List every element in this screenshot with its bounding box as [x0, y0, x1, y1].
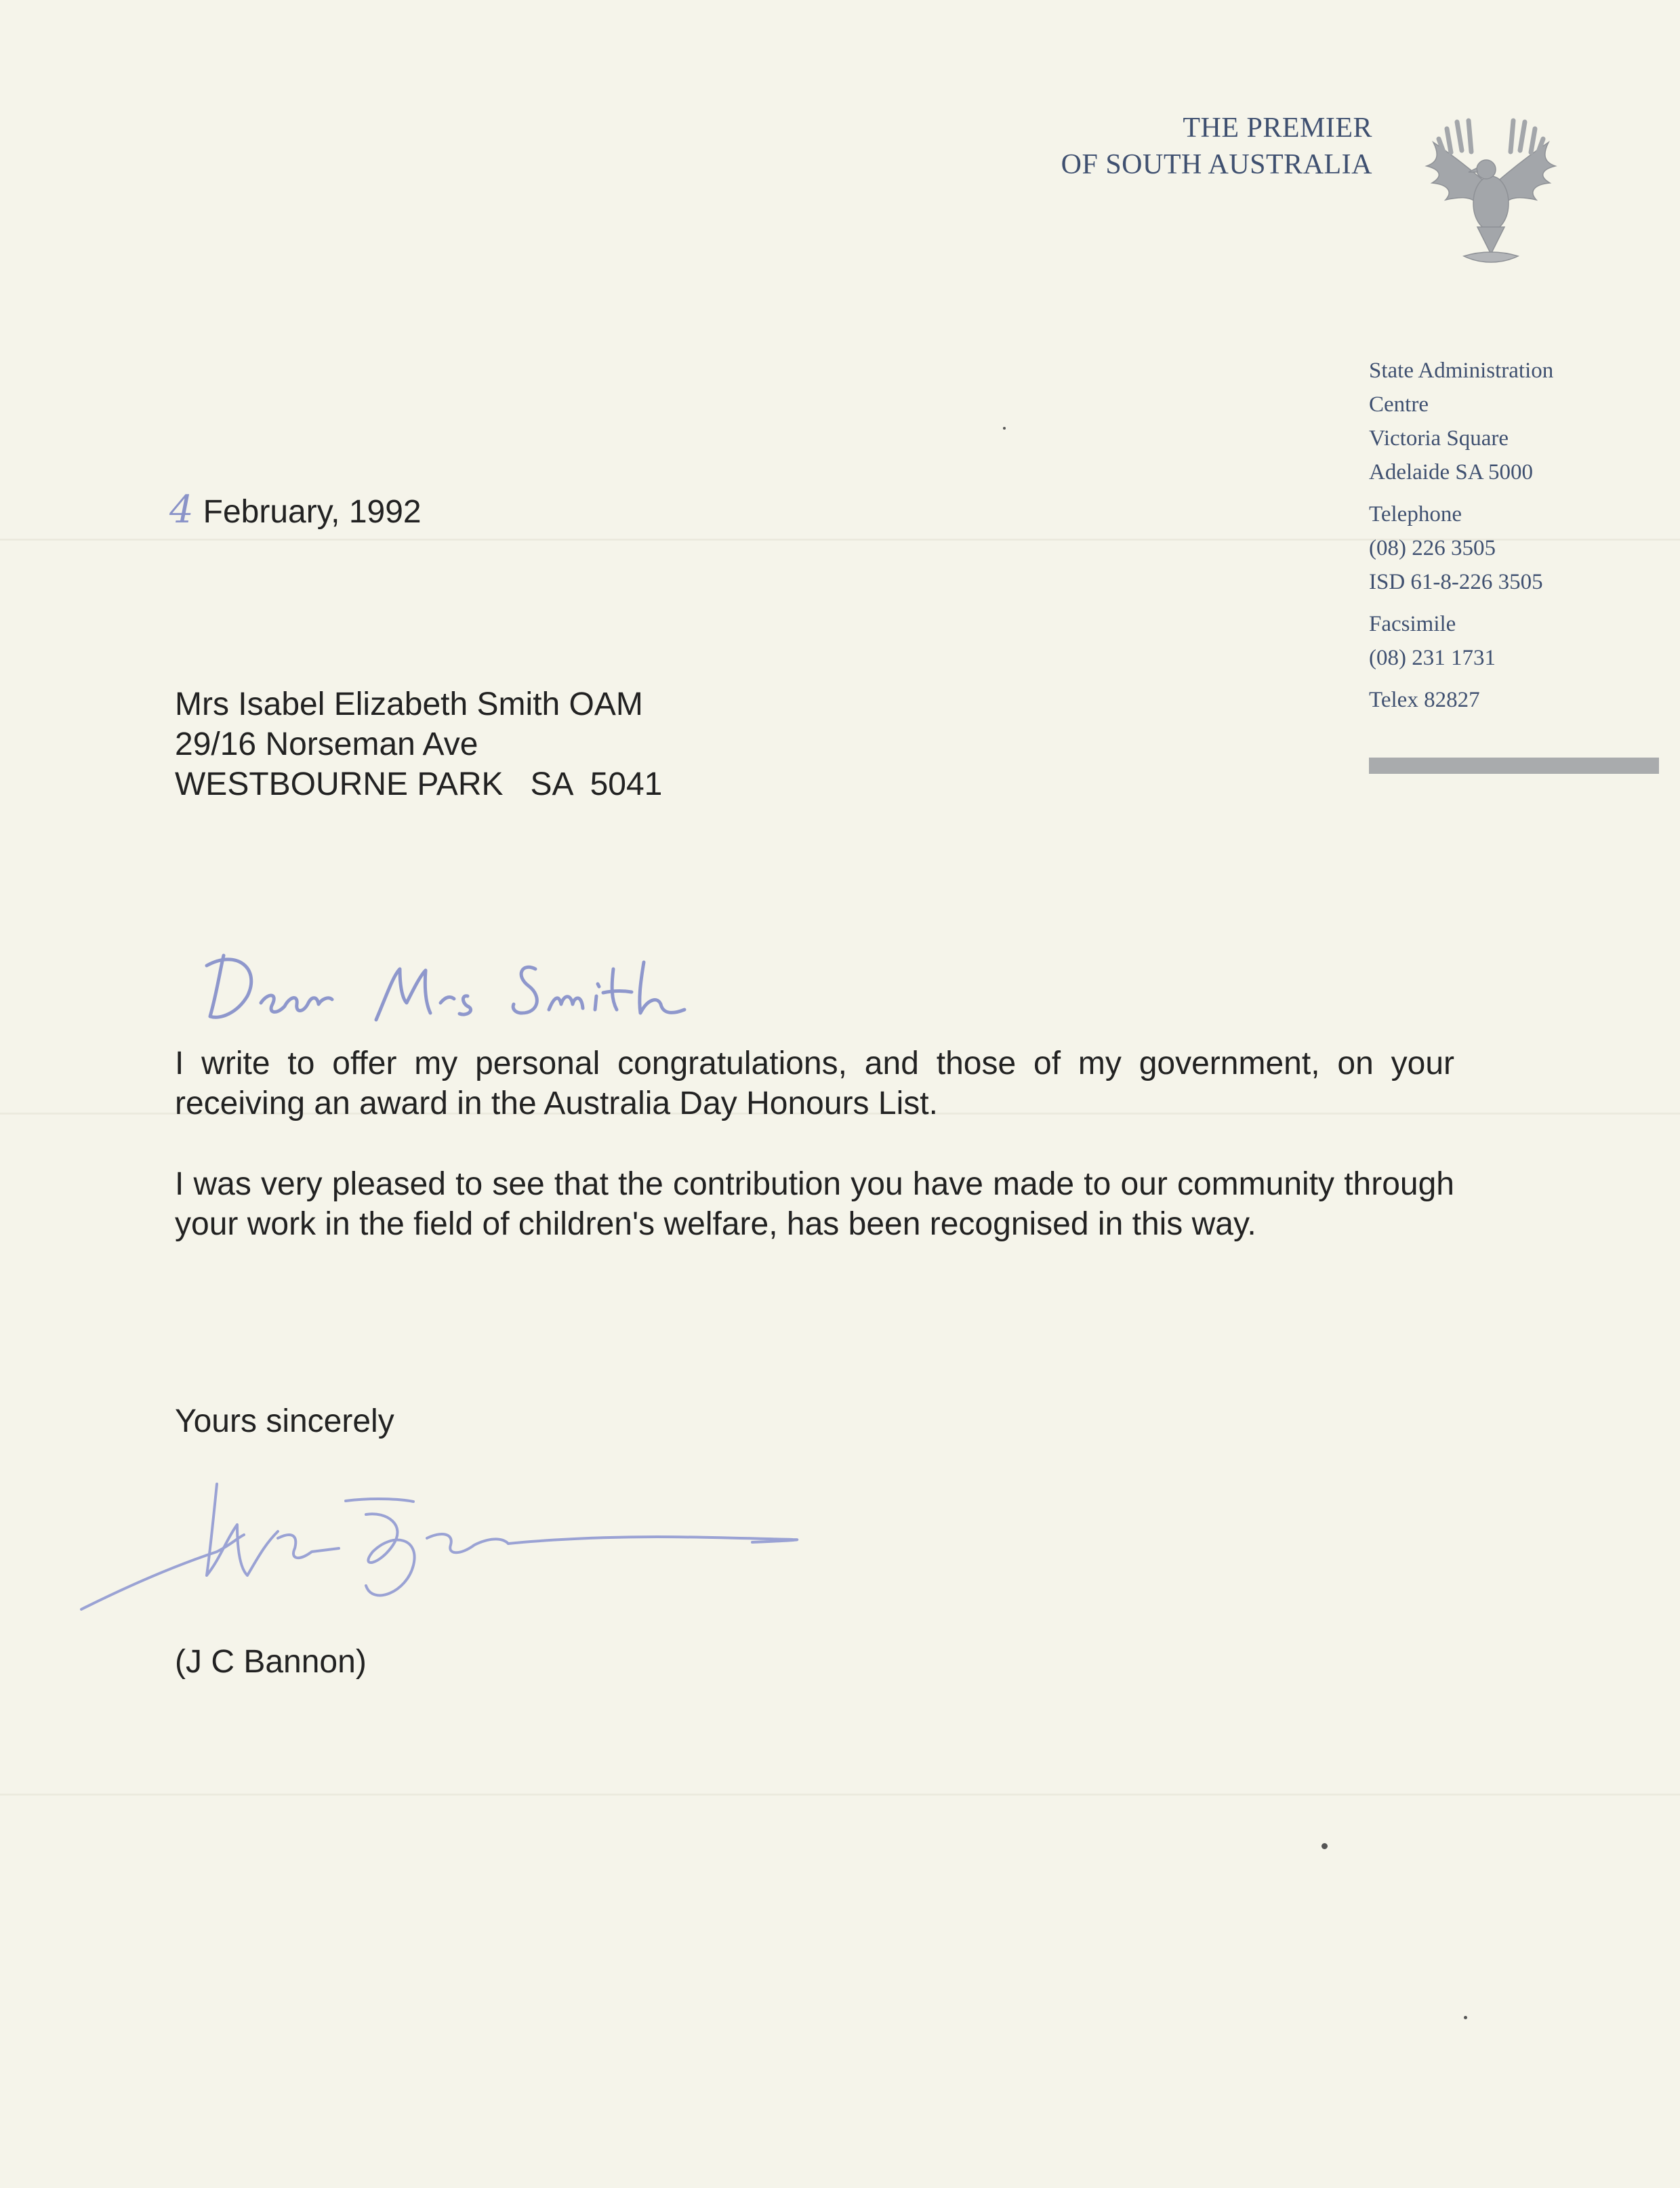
paper-speck [1322, 1843, 1328, 1849]
facsimile-label: Facsimile [1369, 612, 1456, 636]
date-month-year: February, 1992 [203, 494, 422, 530]
office-address-block [1369, 354, 1654, 725]
telephone-label: Telephone [1369, 502, 1462, 527]
letter-date [169, 488, 422, 532]
piping-shrike-emblem-icon [1406, 102, 1576, 271]
telephone-number: (08) 226 3505 [1369, 536, 1496, 560]
facsimile-number: (08) 231 1731 [1369, 646, 1496, 670]
paper-speck [1464, 2016, 1467, 2019]
letterhead-title-line: OF SOUTH AUSTRALIA [1061, 149, 1372, 180]
address-line: Centre [1369, 392, 1429, 417]
signer-name: (J C Bannon) [175, 1644, 367, 1680]
paper-speck [1003, 427, 1006, 430]
recipient-suburb: WESTBOURNE PARK SA 5041 [175, 766, 663, 802]
recipient-name: Mrs Isabel Elizabeth Smith OAM [175, 686, 643, 722]
isd-number: ISD 61-8-226 3505 [1369, 570, 1543, 594]
letter-paragraph-1: I write to offer my personal congratulations, and those of my government, on your receiving an award in the Australia Day Honours List. [175, 1046, 1454, 1121]
letterhead-title [949, 110, 1372, 183]
address-line: Adelaide SA 5000 [1369, 460, 1533, 484]
letterhead-rule [1369, 758, 1659, 774]
handwritten-day: 4 [169, 488, 194, 532]
letterhead-title-line: THE PREMIER [1183, 112, 1372, 144]
handwritten-signature [75, 1450, 834, 1626]
telex-number: Telex 82827 [1369, 688, 1480, 712]
address-line: Victoria Square [1369, 426, 1509, 451]
recipient-street: 29/16 Norseman Ave [175, 726, 478, 762]
letter-closing: Yours sincerely [175, 1403, 394, 1439]
paper-fold-line [0, 1794, 1680, 1796]
recipient-address [175, 684, 662, 804]
letter-paragraph-2: I was very pleased to see that the contribution you have made to our community through your work in the field of children's welfare, has been recognised in this way. [175, 1166, 1454, 1242]
handwritten-salutation [197, 928, 793, 1030]
address-line: State Administration [1369, 358, 1554, 383]
